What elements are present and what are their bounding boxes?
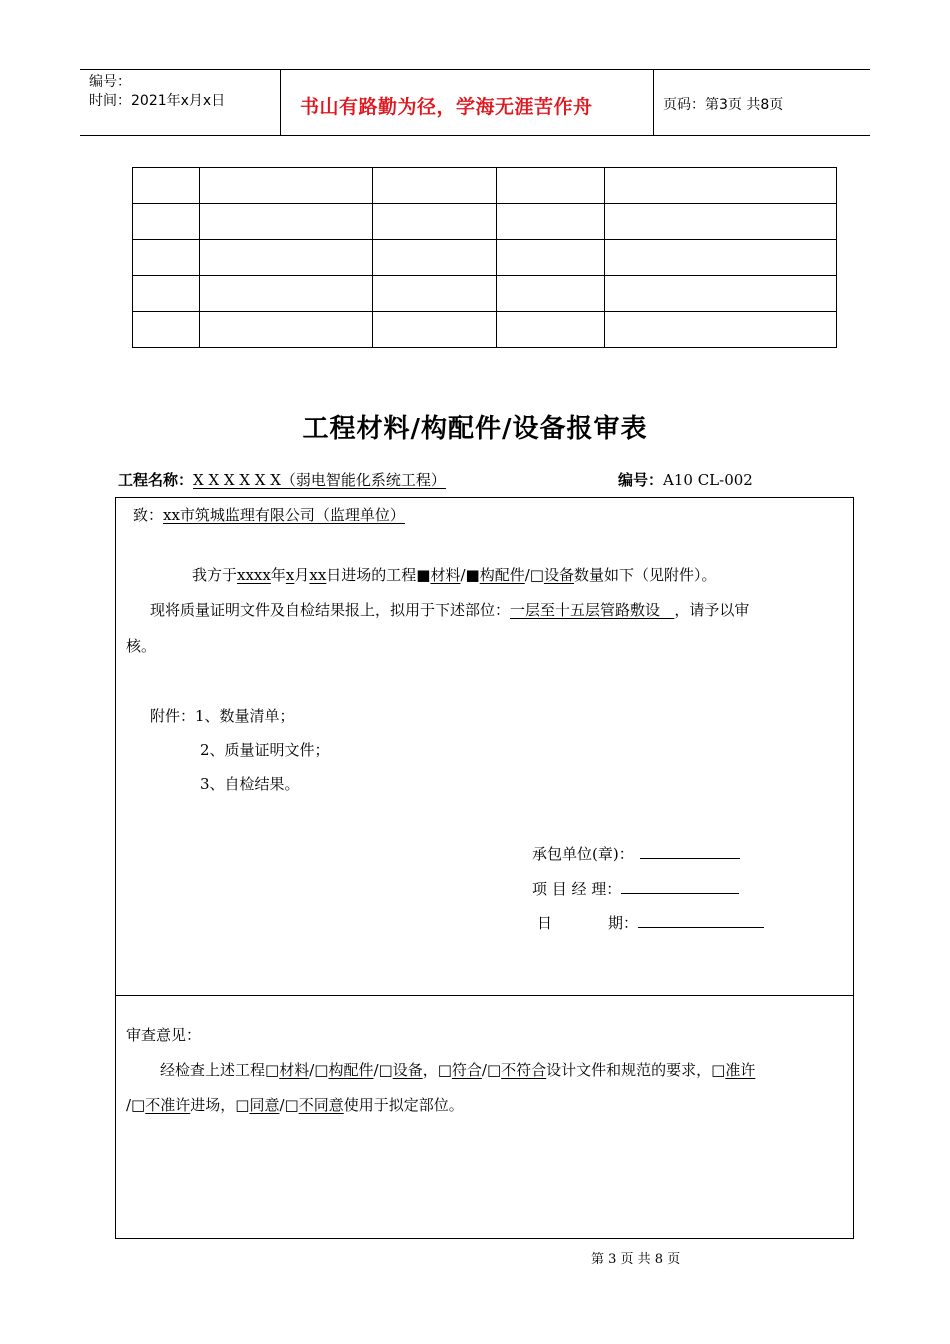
table-row bbox=[133, 168, 837, 204]
footer-page-number: 第 3 页 共 8 页 bbox=[591, 1252, 681, 1267]
header-motto: 书山有路勤为径，学海无涯苦作舟 bbox=[300, 96, 593, 118]
table-row bbox=[133, 240, 837, 276]
project-label: 工程名称： bbox=[118, 471, 194, 489]
p1-text: 数量如下（见附件）。 bbox=[573, 566, 717, 584]
header-serial: 编号： bbox=[89, 74, 131, 90]
blank-grid-table bbox=[132, 167, 837, 348]
addressee-value: xx市筑城监理有限公司（监理单位） bbox=[163, 506, 405, 524]
header-time: 时间：2021年x月x日 bbox=[89, 93, 226, 109]
p1-sep: /□ bbox=[524, 566, 544, 584]
attachment-2: 2、质量证明文件； bbox=[200, 741, 330, 759]
p1-equipment: 设备 bbox=[543, 566, 574, 584]
review-permit: 准许 bbox=[725, 1061, 756, 1079]
addressee-prefix: 致： bbox=[133, 506, 164, 524]
p1-day-value: xx bbox=[309, 566, 327, 584]
p1-text: 我方于 bbox=[192, 566, 238, 584]
project-value: X X X X X X（弱电智能化系统工程） bbox=[193, 471, 446, 489]
review-equipment: 设备 bbox=[392, 1061, 423, 1079]
review-nonconform: 不符合 bbox=[501, 1061, 547, 1079]
p2-text: 现将质量证明文件及自检结果报上，拟用于下述部位： bbox=[150, 601, 511, 619]
project-name-line bbox=[118, 469, 446, 490]
header-divider bbox=[280, 69, 281, 136]
attachment-3: 3、自检结果。 bbox=[200, 775, 300, 793]
review-agree: 同意 bbox=[249, 1096, 280, 1114]
code-label: 编号： bbox=[618, 471, 664, 489]
header-bottom-rule bbox=[80, 135, 870, 136]
code-line bbox=[618, 469, 753, 490]
review-conform: 符合 bbox=[451, 1061, 482, 1079]
p1-month-value: x bbox=[285, 566, 295, 584]
date-signature bbox=[537, 911, 764, 934]
paragraph-2 bbox=[150, 599, 749, 621]
review-component: 构配件 bbox=[328, 1061, 374, 1079]
paragraph-2-cont: 核。 bbox=[126, 637, 157, 655]
header-page-info: 页码：第3页 共8页 bbox=[663, 97, 784, 113]
contractor-field[interactable] bbox=[640, 842, 740, 859]
review-divider bbox=[115, 995, 854, 996]
p1-year-value: xxxx bbox=[237, 566, 271, 584]
addressee-line bbox=[133, 504, 405, 526]
table-row bbox=[133, 276, 837, 312]
table-row bbox=[133, 204, 837, 240]
review-text: 使用于拟定部位。 bbox=[343, 1096, 464, 1114]
review-material: 材料 bbox=[279, 1061, 310, 1079]
date-label: 日 bbox=[537, 914, 553, 932]
contractor-label: 承包单位(章)： bbox=[532, 845, 634, 863]
p1-text: 日进场的工程■ bbox=[326, 566, 431, 584]
form-title: 工程材料/构配件/设备报审表 bbox=[302, 414, 648, 444]
review-text: 经检查上述工程□ bbox=[160, 1061, 280, 1079]
paragraph-1 bbox=[192, 564, 717, 586]
manager-field[interactable] bbox=[621, 877, 739, 894]
review-notpermit: 不准许 bbox=[145, 1096, 191, 1114]
p2-text: ，请予以审 bbox=[674, 601, 750, 619]
p1-component: 构配件 bbox=[479, 566, 525, 584]
review-line-2 bbox=[126, 1094, 464, 1116]
review-line-1 bbox=[160, 1059, 755, 1081]
p1-month: 月 bbox=[294, 566, 310, 584]
review-sep: /□ bbox=[126, 1096, 146, 1114]
header-divider bbox=[653, 69, 654, 136]
review-text: 进场，□ bbox=[190, 1096, 250, 1114]
date-label: 期： bbox=[608, 914, 639, 932]
code-value: A10 CL-002 bbox=[663, 471, 753, 489]
review-sep: /□ bbox=[373, 1061, 393, 1079]
review-label: 审查意见： bbox=[126, 1026, 202, 1044]
review-sep: /□ bbox=[309, 1061, 329, 1079]
date-field[interactable] bbox=[638, 911, 764, 928]
attachment-1: 附件：1、数量清单； bbox=[150, 707, 295, 725]
table-row bbox=[133, 312, 837, 348]
review-disagree: 不同意 bbox=[298, 1096, 344, 1114]
manager-label: 项 目 经 理： bbox=[532, 880, 622, 898]
header-top-rule bbox=[80, 69, 870, 70]
p1-year: 年 bbox=[270, 566, 286, 584]
review-text: 设计文件和规范的要求，□ bbox=[546, 1061, 726, 1079]
review-sep: /□ bbox=[279, 1096, 299, 1114]
review-sep: /□ bbox=[481, 1061, 502, 1079]
review-sep: ，□ bbox=[422, 1061, 452, 1079]
p1-material: 材料 bbox=[430, 566, 461, 584]
manager-signature bbox=[532, 877, 739, 900]
contractor-signature bbox=[532, 842, 740, 865]
p2-location: 一层至十五层管路敷设 bbox=[510, 601, 661, 619]
p1-sep: /■ bbox=[460, 566, 480, 584]
